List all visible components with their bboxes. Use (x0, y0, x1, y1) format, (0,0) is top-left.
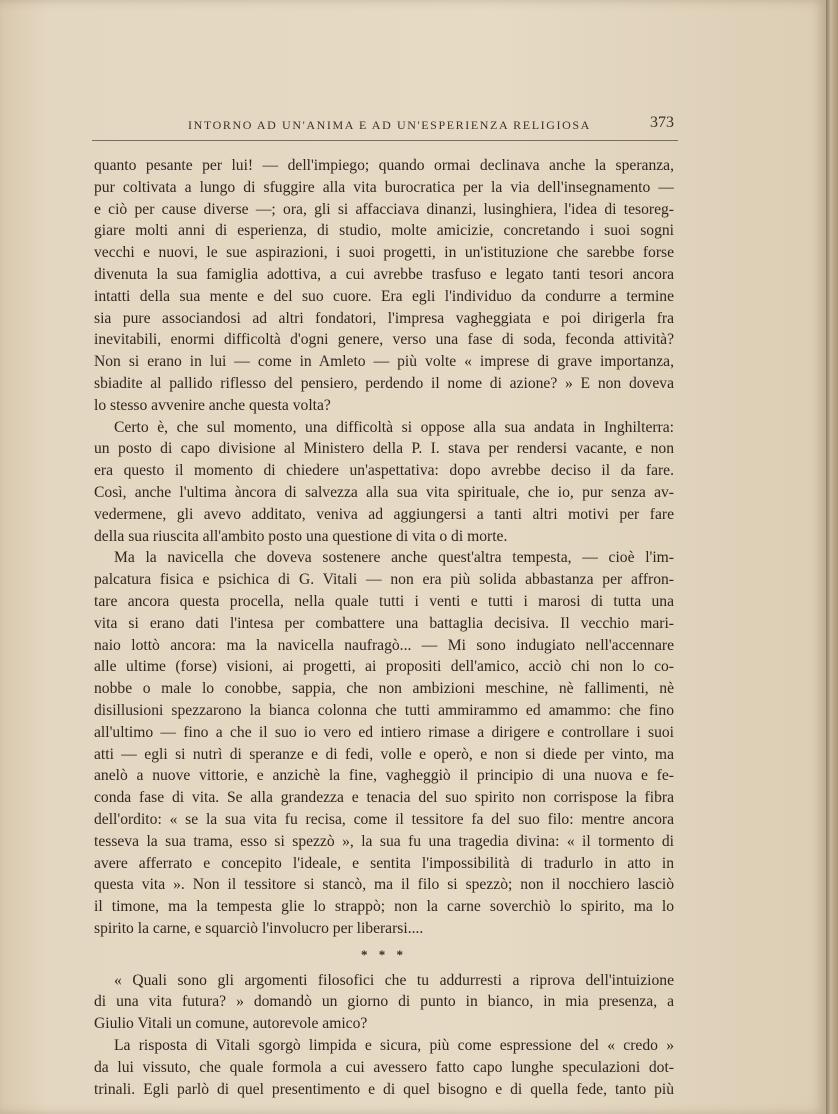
page-header (92, 112, 678, 141)
text-line: vecchi e nuovi, le sue aspirazioni, i suoi progetti, in un'istituzione che sarebbe forse (94, 244, 674, 262)
text-line: nobbe o male lo conobbe, sappia, che non ambizioni meschine, nè fallimenti, nè (94, 680, 674, 698)
text-line: il timone, ma la tempesta glie lo strappò; non la carne soverchiò lo spirito, ma lo (94, 898, 674, 916)
text-line: Ma la navicella che doveva sostenere anche quest'altra tempesta, — cioè l'im- (114, 549, 674, 567)
text-line: Giulio Vitali un comune, autorevole amico? (94, 1015, 368, 1033)
text-line: questa vita ». Non il tessitore si stancò, ma il filo si spezzò; non il nocchiero lasciò (94, 876, 674, 894)
text-line: Così, anche l'ultima àncora di salvezza alla sua vita spirituale, che io, pur senza av- (94, 483, 674, 501)
text-line: tare ancora questa procella, nella quale tutti i venti e tutti i marosi di tutta una (94, 592, 674, 610)
body-text (94, 155, 674, 1100)
text-line: La risposta di Vitali sgorgò limpida e sicura, più come espressione del « credo » (114, 1037, 674, 1055)
text-line: « Quali sono gli argomenti filosofici che tu addurresti a riprova dell'intuizione (114, 971, 674, 989)
text-line: Non si erano in lui — come in Amleto — più volte « imprese di grave importanza, (94, 353, 674, 371)
text-line: intatti della sua mente e del suo cuore. Era egli l'individuo da condurre a termine (94, 287, 674, 305)
text-line: di una vita futura? » domandò un giorno di punto in bianco, in mia presenza, a (94, 993, 674, 1011)
text-line: palcatura fisica e psichica di G. Vitali — non era più solida abbastanza per affron- (94, 571, 674, 589)
text-line: disillusioni spezzarono la bianca colonna che tutti ammirammo ed amammo: che fino (94, 701, 674, 719)
text-line: alle ultime (forse) visioni, ai progetti, ai propositi dell'amico, acciò chi non lo co- (94, 658, 674, 676)
text-line: vita si erano dati l'intesa per combattere una battaglia decisiva. Il vecchio mari- (94, 614, 674, 632)
page-number: 373 (650, 114, 674, 131)
text-line: quanto pesante per lui! — dell'impiego; quando ormai declinava anche la speranza, (94, 157, 674, 174)
text-line: un posto di capo divisione al Ministero della P. I. stava per rendersi vacante, e non (94, 440, 674, 458)
running-title: INTORNO AD UN'ANIMA E AD UN'ESPERIENZA RELIGIOSA (188, 118, 591, 132)
text-line: atti — egli si nutrì di speranze e di fedi, volle e operò, e non si diede per vinto, ma (94, 745, 674, 763)
text-line: all'ultimo — fino a che il suo io vero ed intiero rimase a dirigere e controllare i suoi (94, 723, 674, 741)
text-line: sbiadite al pallido riflesso del pensiero, perdendo il nome di azione? » E non doveva (94, 374, 674, 392)
text-line: pur coltivata a lungo di sfuggire alla vita burocratica per la via dell'insegnamento — (94, 178, 674, 196)
text-line: della sua riuscita all'ambito posto una questione di vita o di morte. (94, 527, 508, 545)
text-line: divenuta la sua famiglia adottiva, a cui avrebbe trasfuso e legato tanti tesori ancora (94, 265, 674, 283)
text-line: tesseva la sua trama, esso si spezzò », la sua fu una tragedia divina: « il tormento di (94, 832, 674, 850)
text-line: anelò a nuove vittorie, e anzichè la fine, vagheggiò il principio di una nuova e fe- (94, 767, 674, 785)
text-line: spirito la carne, e squarciò l'involucro per liberarsi.... (94, 919, 424, 937)
text-line: Certo è, che sul momento, una difficoltà si oppose alla sua andata in Inghilterra: (114, 418, 674, 436)
text-line: trinali. Egli parlò di quel presentimento e di quel bisogno e di quella fede, tanto più (94, 1080, 674, 1098)
page-edge (826, 0, 838, 1114)
section-separator: * * * (361, 946, 407, 962)
text-line: giare molti anni di esperienza, di studio, molte amicizie, concretando i suoi sogni (94, 222, 674, 240)
text-line: lo stesso avvenire anche questa volta? (94, 396, 331, 414)
text-line: avere afferrato e concepito l'ideale, e sentita l'impossibilità di tradurlo in atto in (94, 854, 674, 872)
text-line: dell'ordito: « se la sua vita fu recisa, come il tessitore fa del suo filo: mentre ancora (94, 810, 674, 828)
text-line: inevitabili, enormi difficoltà d'ogni genere, verso una fase di soda, feconda attività? (94, 331, 674, 349)
text-line: e ciò per cause diverse —; ora, gli si affacciava dinanzi, lusinghiera, l'idea di tesoreg- (94, 200, 674, 218)
text-line: era questo il momento di chiedere un'aspettativa: dopo avrebbe deciso il da fare. (94, 462, 674, 480)
text-line: naio lottò ancora: ma la navicella naufragò... — Mi sono indugiato nell'accennare (94, 636, 674, 654)
text-line: conda fase di vita. Se alla grandezza e tenacia del suo spirito non corrispose la fibra (94, 789, 674, 807)
text-line: da lui vissuto, che quale formola a cui avessero fatto capo lunghe speculazioni dot- (94, 1058, 674, 1076)
text-line: sia pure associandosi ad altri fondatori, l'impresa vagheggiata e poi dirigerla fra (94, 309, 674, 327)
text-line: vedermene, gli avevo additato, veniva ad aggiungersi a tanti altri motivi per fare (94, 505, 674, 523)
